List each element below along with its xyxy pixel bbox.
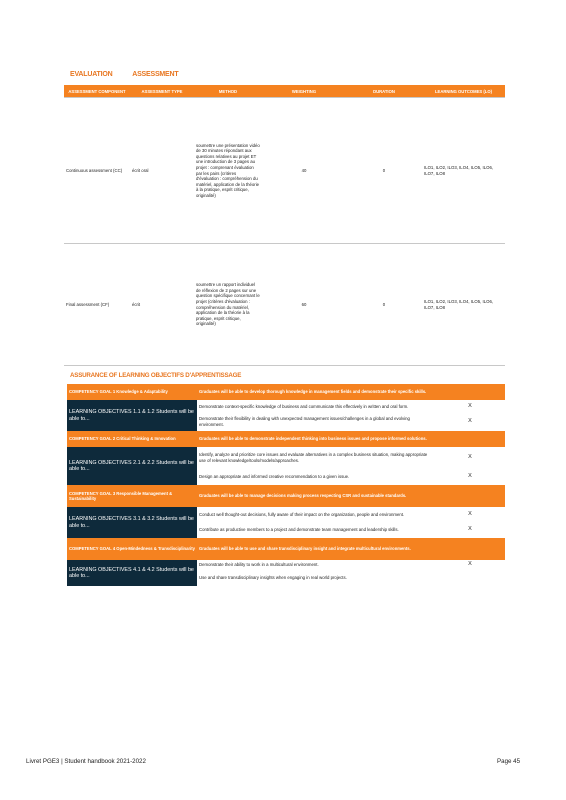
assessment-table	[64, 85, 505, 366]
competency-goal: COMPETENCY GOAL 3 Responsible Management & Sustainability	[67, 485, 197, 507]
header-weighting: WEIGHTING	[262, 85, 346, 98]
competency-goal: COMPETENCY GOAL 4 Open-Mindedness & Transdisciplinarity	[67, 538, 197, 560]
table-row	[64, 244, 505, 366]
learning-objectives-label: LEARNING OBJECTIVES 4.1 & 4.2 Students will be able to...	[67, 560, 197, 586]
objective-row	[67, 560, 505, 570]
header-learning-outcomes: LEARNING OUTCOMES (LO)	[422, 85, 505, 98]
aol-title: ASSURANCE OF LEARNING OBJECTIFS D'APPRENTISSAGE	[70, 372, 242, 379]
competency-goal-text: Graduates will be able to demonstrate independent thinking into business issues and propose informed solutions.	[197, 431, 505, 447]
aol-table	[67, 384, 505, 586]
footer-page-number: Page 45	[497, 758, 521, 765]
objective-text: Conduct well thought-out decisions, fully aware of their impact on the organization, people and environment.	[199, 511, 405, 517]
row-lo: ILO1, ILO2, ILO3, ILO4, ILO5, ILO6, ILO7, ILO8	[422, 98, 505, 244]
objective-row	[67, 447, 505, 469]
competency-goal-row	[67, 384, 505, 400]
competency-goal-text: Graduates will be able to use and share transdisciplinary insight and integrate multicultural environments.	[197, 538, 505, 560]
row-weighting: 60	[262, 244, 346, 366]
header-component: ASSESSMENT COMPONENT	[64, 85, 130, 98]
objective-row	[67, 400, 505, 413]
objective-mark: X	[468, 402, 472, 409]
competency-goal-text: Graduates will be able to develop thorough knowledge in management fields and demonstrate their specific skills.	[197, 384, 505, 400]
evaluation-title-text: EVALUATION	[70, 71, 113, 78]
objective-text: Demonstrate their flexibility in dealing with unexpected management issues/challenges in a global and evolving environment.	[199, 416, 410, 427]
row-component: Continuous assessment (CC)	[64, 98, 130, 244]
header-duration: DURATION	[346, 85, 422, 98]
objective-mark: X	[468, 510, 472, 517]
row-component: Final assessment (CF)	[64, 244, 130, 366]
objective-mark: X	[468, 561, 472, 568]
objective-mark	[435, 570, 505, 586]
row-lo: ILO1, ILO2, ILO3, ILO4, ILO5, ILO6, ILO7, ILO8	[422, 244, 505, 366]
objective-text: Demonstrate context-specific knowledge of business and communicate this effectively in written and oral form.	[199, 403, 409, 409]
assessment-subtitle: ASSESSMENT	[132, 71, 179, 78]
learning-objectives-label: LEARNING OBJECTIVES 1.1 & 1.2 Students will be able to...	[67, 400, 197, 431]
objective-text: Design an appropriate and informed creative recommendation to a given issue.	[199, 474, 350, 480]
row-weighting: 40	[262, 98, 346, 244]
learning-objectives-label: LEARNING OBJECTIVES 2.1 & 2.2 Students will be able to...	[67, 447, 197, 485]
table-row	[64, 98, 505, 244]
evaluation-title	[70, 71, 178, 78]
footer-left: Livret PGE3 | Student handbook 2021-2022	[26, 758, 146, 765]
row-method: soumettre une présentation vidéo de 30 minutes répondant aux questions relatives au projet ET une introduction de 3 pages au projet : comprenant évaluation par les pairs (critères d'évaluation : compréhension du matériel, application de la théorie à la pratique, esprit critique, originalité)	[194, 98, 262, 244]
row-method: soumettre un rapport individuel de réflexion de 2 pages sur une question spécifique concernant le projet (critères d'évaluation : compréhension du matériel, application de la théorie à la pratique, esprit critique, originalité)	[194, 244, 262, 366]
objective-mark: X	[468, 454, 472, 461]
competency-goal-row	[67, 538, 505, 560]
competency-goal-row	[67, 431, 505, 447]
objective-text: Demonstrate their ability to work in a multicultural environment.	[199, 562, 319, 568]
objective-mark: X	[468, 418, 472, 425]
objective-text: Identify, analyze and prioritize core issues and evaluate alternatives in a complex business situation, making appropriate use of relevant knowledge/tools/models/approaches.	[199, 452, 428, 463]
learning-objectives-label: LEARNING OBJECTIVES 3.1 & 3.2 Students will be able to...	[67, 507, 197, 538]
header-type: ASSESSMENT TYPE	[130, 85, 194, 98]
header-method: METHOD	[194, 85, 262, 98]
competency-goal-text: Graduates will be able to manage decisions making process respecting CSR and sustainable standards.	[197, 485, 505, 507]
objective-mark: X	[468, 473, 472, 480]
row-type: écrit oral	[130, 98, 194, 244]
row-duration: 0	[346, 98, 422, 244]
row-duration: 0	[346, 244, 422, 366]
assessment-table-header	[64, 85, 505, 98]
objective-row	[67, 507, 505, 522]
objective-mark: X	[468, 526, 472, 533]
competency-goal: COMPETENCY GOAL 2 Critical Thinking & Innovation	[67, 431, 197, 447]
objective-text: Contribute as productive members to a project and demonstrate team management and leadership skills.	[199, 527, 399, 533]
objective-text: Use and share transdisciplinary insights when engaging in real world projects.	[199, 575, 347, 581]
row-type: écrit	[130, 244, 194, 366]
competency-goal: COMPETENCY GOAL 1 Knowledge & Adaptability	[67, 384, 197, 400]
competency-goal-row	[67, 485, 505, 507]
